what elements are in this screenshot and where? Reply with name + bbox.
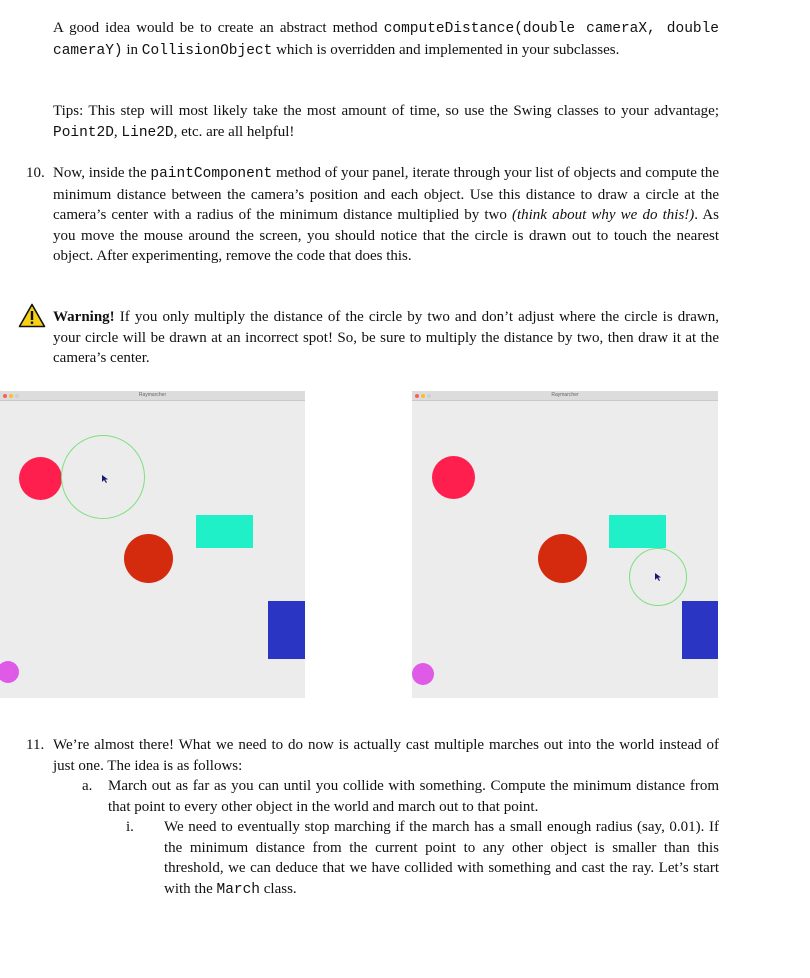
code-paint-component: paintComponent [150,166,273,182]
code-point2d: Point2D [53,124,114,141]
text: in [122,41,142,58]
text: If you only multiply the distance of the circle by two and don’t adjust where the circle is drawn, your circle will be drawn at an incorrect spot! So, be sure to multiply the distance by two, then draw it at the camera’s center. [53,309,719,366]
raymarcher-screenshot-left [0,391,305,698]
text: , [113,123,122,140]
code-compute-distance: computeDistance(double cameraX, double cameraY) [53,21,719,59]
text: A good idea would be to create an abstract method [53,20,384,36]
red-circle [432,456,475,499]
blue-rectangle [268,601,305,659]
window-title-bar [412,391,718,401]
code-march: March [216,881,261,898]
cyan-rectangle [196,515,253,548]
raymarcher-screenshot-right [412,391,718,698]
step-10-number: 10. [26,165,45,181]
cyan-rectangle [609,515,666,548]
substep-i-paragraph [164,817,719,900]
step-10-paragraph [53,163,719,267]
warning-label: Warning! [53,309,115,325]
warning-paragraph [53,307,719,369]
text: which is overridden and implemented in your subclasses. [272,41,620,58]
text: Now, inside the [53,165,151,181]
magenta-circle [412,663,434,685]
red-circle [19,457,62,500]
text: class. [260,880,297,897]
blue-rectangle [682,601,718,659]
code-collision-object: CollisionObject [141,42,273,59]
dark-red-circle [124,534,173,583]
step-11-number: 11. [26,737,45,753]
code-line2d: Line2D [121,124,174,141]
cursor-icon [654,572,662,582]
text: , etc. are all helpful! [173,123,295,140]
text: Tips: This step will most likely take the most amount of time, so use the Swing classes to your advantage; [53,103,719,119]
window-title-bar [0,391,305,401]
step-11-paragraph: We’re almost there! What we need to do now is actually cast multiple marches out into the world instead of just one. The idea is as follows: [53,737,719,774]
substep-i-marker: i. [126,819,134,835]
window-title: Raymarcher [138,392,167,398]
magenta-circle [0,661,19,683]
substep-a-paragraph: March out as far as you can until you collide with something. Compute the minimum distance from that point to every other object in the world and march out to that point. [108,778,719,815]
window-title: Raymarcher [551,392,579,398]
text: . As you move the mouse around the screen, you should notice that the circle is drawn out to touch the nearest object. After experimenting, remove the code that does this. [53,207,720,264]
emphasis-text: (think about why we do this!) [511,207,695,223]
text: We need to eventually stop marching if the march has a small enough radius (say, 0.01). If the minimum distance from the current point to any other object is smaller than this threshold, we can deduce that we have collided with something and cast the ray. Let’s start with the [164,819,719,897]
substep-a-marker: a. [82,778,93,794]
warning-triangle-icon [18,303,46,328]
tips-paragraph [53,101,719,143]
cursor-icon [101,474,109,484]
text: method of your panel, iterate through your list of objects and compute the minimum distance between the camera’s position and each object. Use this distance to draw a circle at the camera’s center with a radius of the minimum distance multiplied by two [53,165,719,223]
abstract-method-paragraph [53,18,719,61]
dark-red-circle [538,534,587,583]
